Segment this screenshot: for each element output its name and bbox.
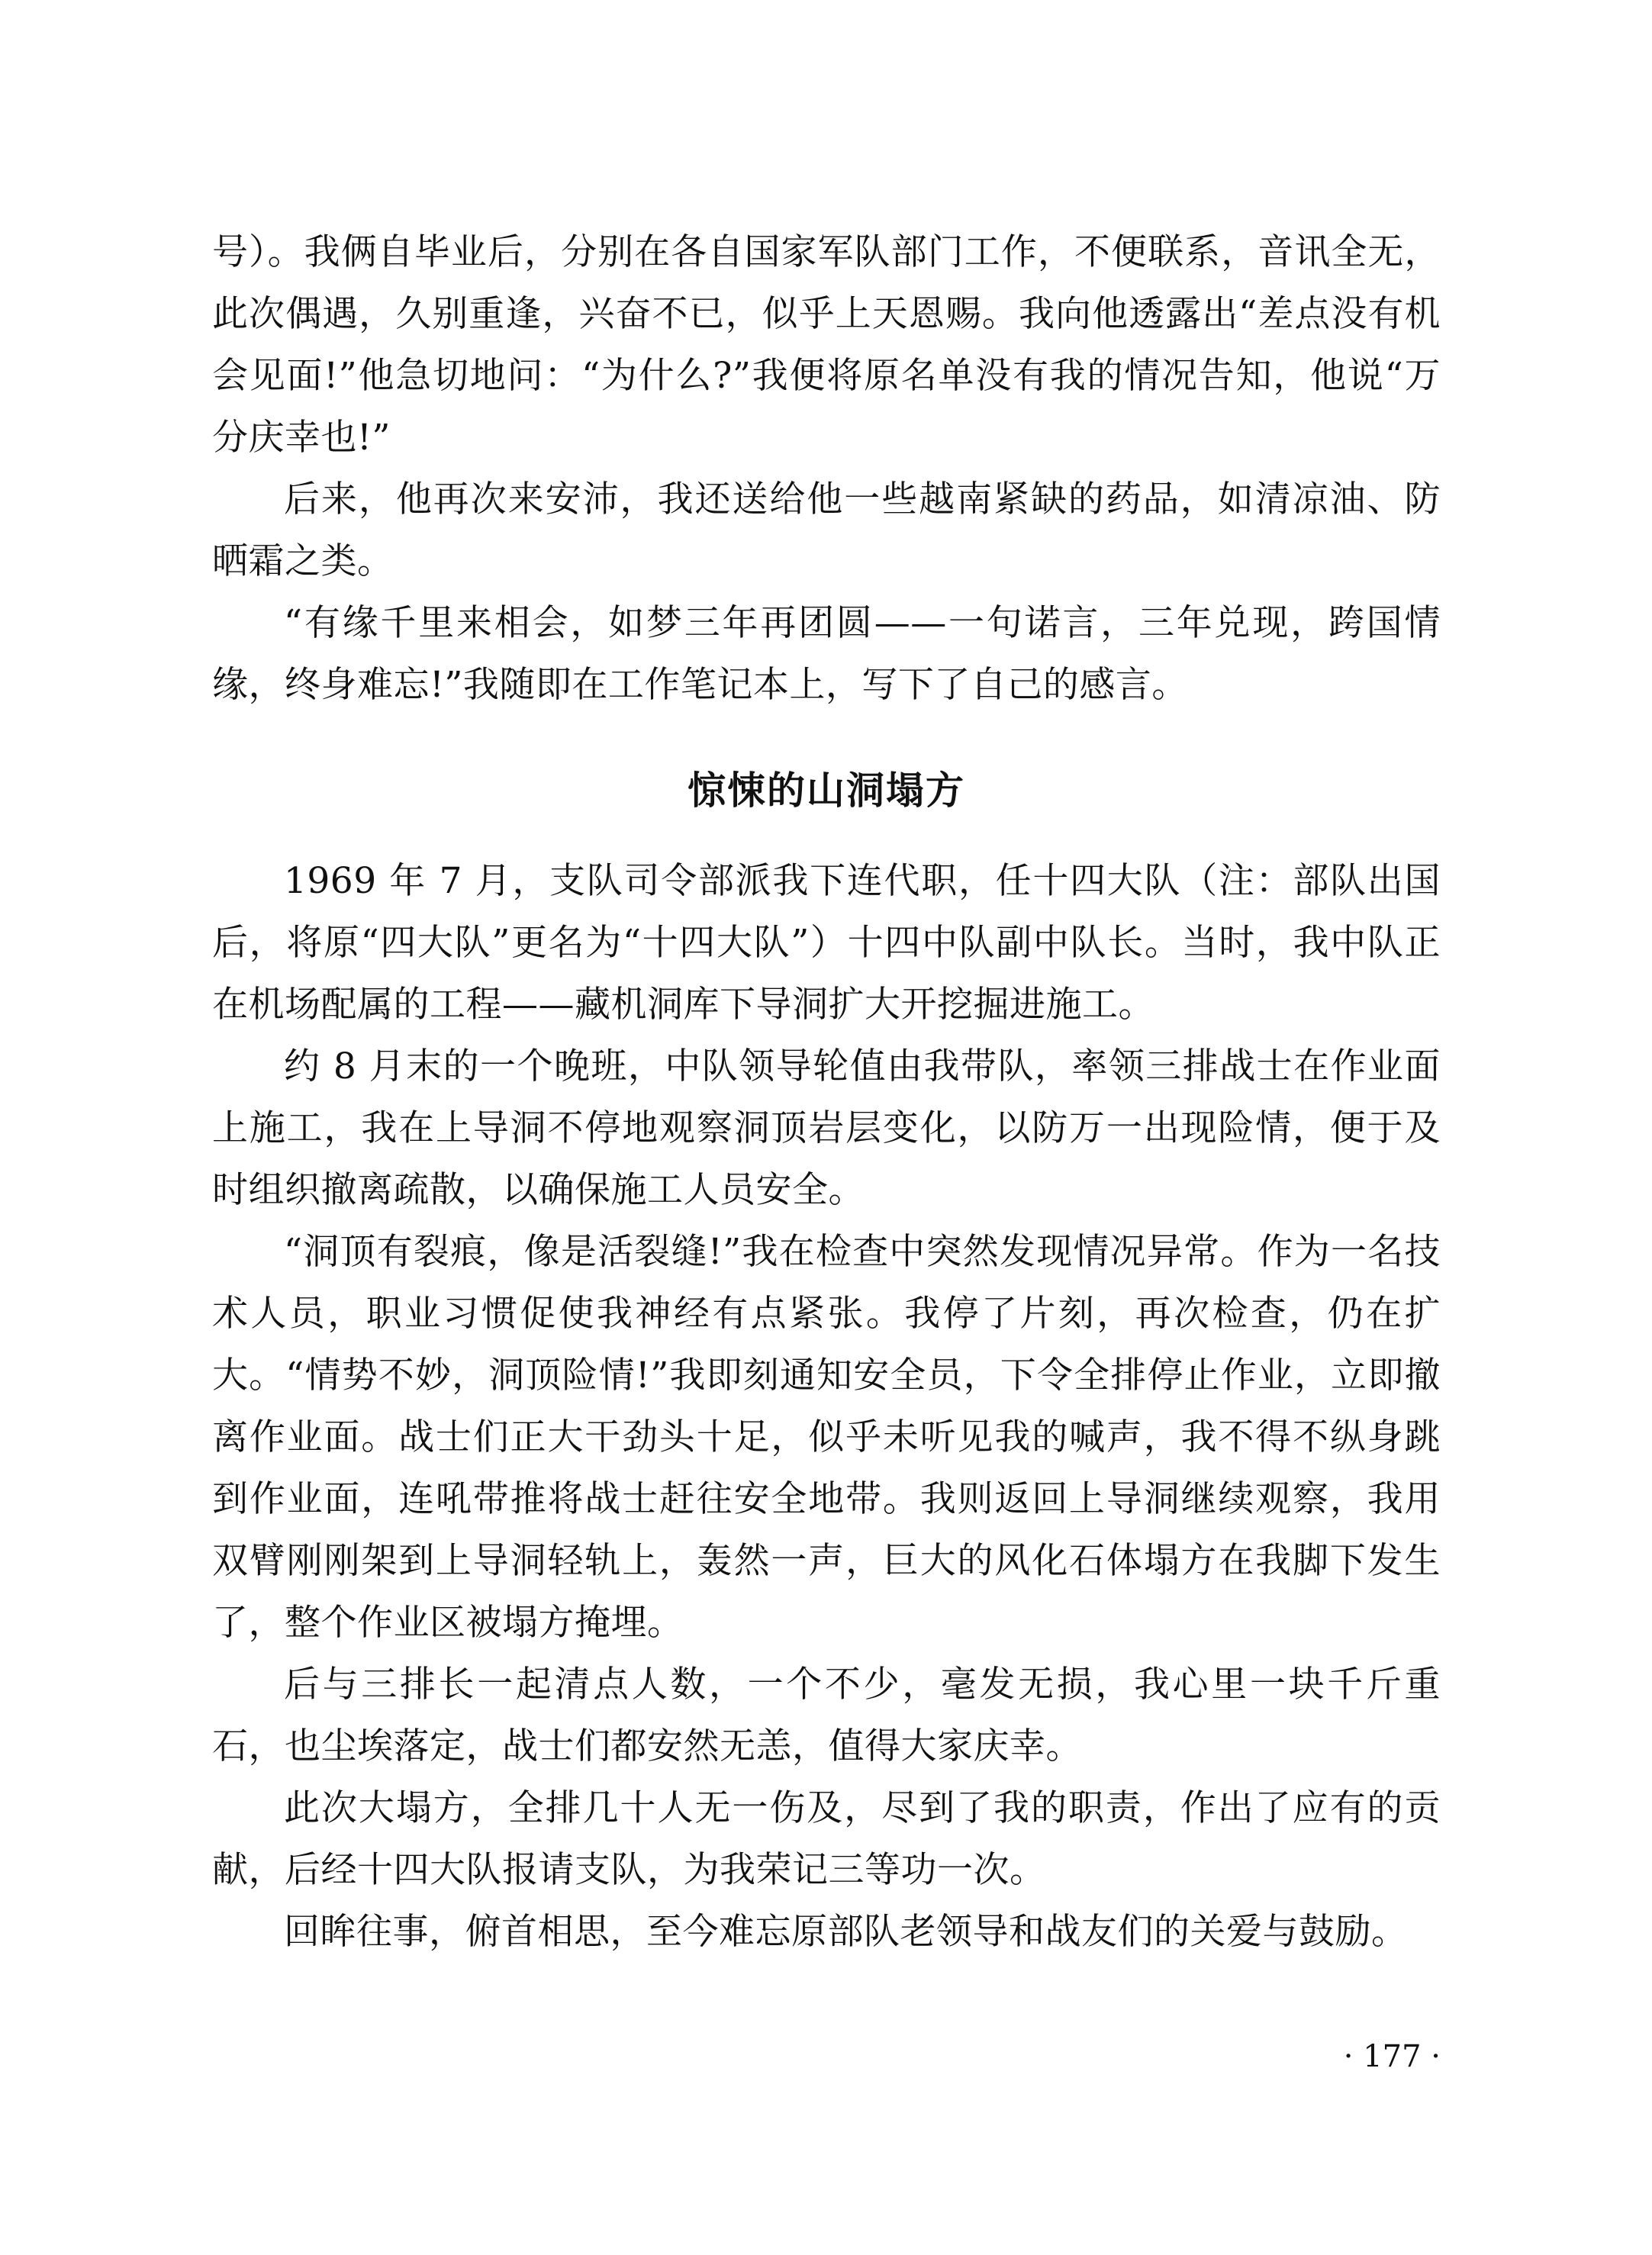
paragraph: 后来，他再次来安沛，我还送给他一些越南紧缺的药品，如清凉油、防晒霜之类。 [212, 478, 1441, 582]
page-number: · 177 · [1343, 2039, 1441, 2074]
paragraph: “有缘千里来相会，如梦三年再团圆——一句诺言，三年兑现，跨国情缘，终身难忘!”我随即在工作笔记本上，写下了自己的感言。 [212, 602, 1441, 706]
paragraph-continued: 号）。我俩自毕业后，分别在各自国家军队部门工作，不便联系，音讯全无，此次偶遇，久别重逢，兴奋不已，似乎上天恩赐。我向他透露出“差点没有机会见面!”他急切地问：“为什么?”我便将原名单没有我的情况告知，他说“万分庆幸也!” [212, 231, 1441, 459]
section-title: 惊悚的山洞塌方 [688, 768, 965, 813]
page-body [212, 221, 1441, 1963]
paragraph: 1969 年 7 月，支队司令部派我下连代职，任十四大队（注：部队出国后，将原“四大队”更名为“十四大队”）十四中队副中队长。当时，我中队正在机场配属的工程——藏机洞库下导洞扩大开挖掘进施工。 [212, 860, 1441, 1026]
paragraph: 此次大塌方，全排几十人无一伤及，尽到了我的职责，作出了应有的贡献，后经十四大队报请支队，为我荣记三等功一次。 [212, 1787, 1441, 1891]
paragraph: 约 8 月末的一个晚班，中队领导轮值由我带队，率领三排战士在作业面上施工，我在上导洞不停地观察洞顶岩层变化，以防万一出现险情，便于及时组织撤离疏散，以确保施工人员安全。 [212, 1045, 1441, 1211]
paragraph: 回眸往事，俯首相思，至今难忘原部队老领导和战友们的关爱与鼓励。 [284, 1911, 1408, 1953]
paragraph: “洞顶有裂痕，像是活裂缝!”我在检查中突然发现情况异常。作为一名技术人员，职业习惯促使我神经有点紧张。我停了片刻，再次检查，仍在扩大。“情势不妙，洞顶险情!”我即刻通知安全员，下令全排停止作业，立即撤离作业面。战士们正大干劲头十足，似乎未听见我的喊声，我不得不纵身跳到作业面，连吼带推将战士赶往安全地带。我则返回上导洞继续观察，我用双臂刚刚架到上导洞轻轨上，轰然一声，巨大的风化石体塌方在我脚下发生了，整个作业区被塌方掩埋。 [212, 1231, 1441, 1644]
paragraph: 后与三排长一起清点人数，一个不少，毫发无损，我心里一块千斤重石，也尘埃落定，战士们都安然无恙，值得大家庆幸。 [212, 1664, 1441, 1767]
